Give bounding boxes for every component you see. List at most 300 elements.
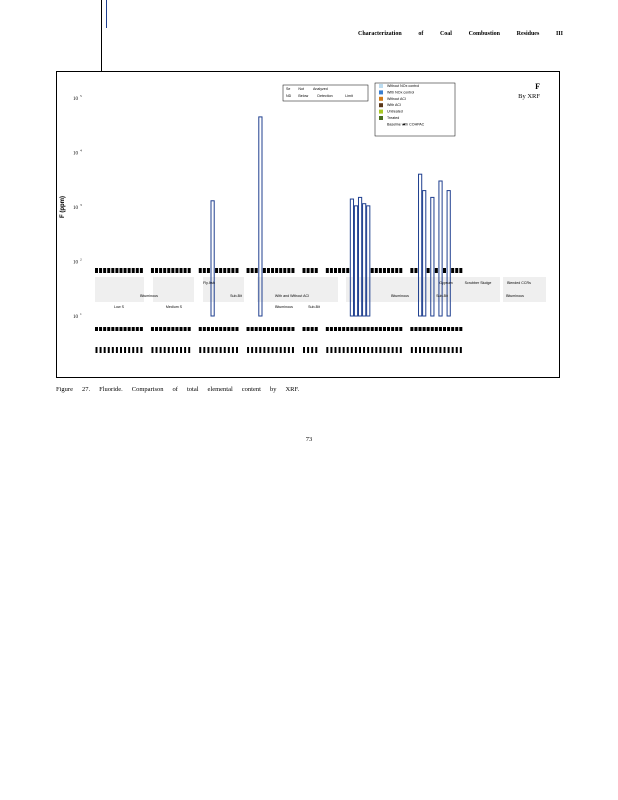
legend-left-word: Not: [298, 87, 304, 91]
sample-label: [207, 327, 210, 331]
sample-label: [326, 327, 329, 331]
sample-label: [263, 347, 265, 353]
sample-label: [136, 327, 139, 331]
nd-marker: [215, 268, 218, 273]
sample-label: [251, 327, 254, 331]
nd-marker: [267, 268, 270, 273]
sample-label: [307, 347, 309, 353]
sample-label: [184, 327, 187, 331]
nd-marker: [399, 268, 402, 273]
sample-label: [151, 347, 153, 353]
sample-label: [415, 347, 417, 353]
sample-label: [288, 347, 290, 353]
sample-label: [435, 347, 437, 353]
sample-label: [435, 327, 438, 331]
sample-label: [363, 327, 366, 331]
sample-label: [456, 347, 458, 353]
group-label: Gypsum: [439, 281, 453, 285]
sample-label: [280, 347, 282, 353]
nd-marker: [346, 268, 349, 273]
header-word: of: [418, 31, 424, 37]
sample-label: [100, 347, 102, 353]
sample-label: [395, 327, 398, 331]
sample-label: [267, 347, 269, 353]
sample-label: [375, 327, 378, 331]
nd-marker: [231, 268, 234, 273]
sample-label: [315, 347, 317, 353]
sample-label: [124, 327, 127, 331]
sample-label: [128, 347, 130, 353]
nd-marker: [279, 268, 282, 273]
sample-label: [115, 327, 118, 331]
legend-swatch: [379, 110, 383, 114]
sample-label: [439, 327, 442, 331]
sample-label: [176, 347, 178, 353]
y-tick-label: 10: [73, 315, 78, 320]
sample-label: [419, 347, 421, 353]
sample-label: [427, 327, 430, 331]
sample-label: [231, 327, 234, 331]
sample-label: [119, 327, 122, 331]
nd-marker: [111, 268, 114, 273]
sample-label: [447, 327, 450, 331]
caption-word: of: [172, 386, 178, 393]
nd-marker: [188, 268, 191, 273]
nd-marker: [251, 268, 254, 273]
chart-frame: [57, 72, 560, 378]
legend-left: [283, 85, 368, 101]
sample-label: [330, 327, 333, 331]
sample-label: [116, 347, 118, 353]
sample-label: [136, 347, 138, 353]
nd-marker: [395, 268, 398, 273]
sample-label: [271, 327, 274, 331]
sample-label: [444, 347, 446, 353]
caption-word: Fluoride.: [99, 386, 123, 393]
nd-marker: [263, 268, 266, 273]
nd-marker: [414, 268, 417, 273]
nd-marker: [342, 268, 345, 273]
sample-label: [375, 347, 377, 353]
nd-marker: [159, 268, 162, 273]
sample-label: [414, 327, 417, 331]
nd-marker: [167, 268, 170, 273]
nd-marker: [107, 268, 110, 273]
sample-label: [203, 327, 206, 331]
caption-word: Figure: [56, 386, 73, 393]
nd-marker: [387, 268, 390, 273]
sample-label: [387, 327, 390, 331]
sample-label: [423, 327, 426, 331]
nd-marker: [330, 268, 333, 273]
header-word: Coal: [439, 31, 452, 37]
header-word: III: [555, 31, 563, 37]
group-band: [257, 277, 338, 302]
sample-label: [342, 327, 345, 331]
sample-label: [311, 327, 314, 331]
sample-label: [339, 347, 341, 353]
sample-label: [124, 347, 126, 353]
sample-label: [335, 347, 337, 353]
sample-label: [448, 347, 450, 353]
nd-marker: [303, 268, 306, 273]
sample-label: [228, 347, 230, 353]
sample-label: [427, 347, 429, 353]
figure-caption: [56, 386, 308, 393]
sample-label: [216, 347, 218, 353]
sample-label: [371, 347, 373, 353]
nd-marker: [410, 268, 413, 273]
nd-marker: [315, 268, 318, 273]
nd-marker: [326, 268, 329, 273]
sample-label: [400, 347, 402, 353]
legend-left-word: Below: [298, 94, 309, 98]
nd-marker: [103, 268, 106, 273]
nd-marker: [115, 268, 118, 273]
caption-word: content: [241, 386, 261, 393]
sample-label: [334, 327, 337, 331]
nd-marker: [287, 268, 290, 273]
group-label: With and Without ACI: [274, 294, 310, 298]
nd-marker: [271, 268, 274, 273]
legend-swatch: [379, 103, 383, 107]
sample-label: [167, 327, 170, 331]
sample-label: [392, 347, 394, 353]
sample-label: [220, 347, 222, 353]
legend-left-word: Detection: [317, 94, 333, 98]
nd-marker: [275, 268, 278, 273]
header-word: Combustion: [468, 31, 500, 37]
legend-left-word: Se: [286, 87, 291, 91]
y-tick-label: 10: [73, 206, 78, 211]
sample-label: [410, 327, 413, 331]
sample-label: [99, 327, 102, 331]
nd-marker: [427, 268, 430, 273]
sample-label: [111, 327, 114, 331]
sample-label: [164, 347, 166, 353]
legend-left-word: ND: [286, 94, 292, 98]
group-label: Medium S: [165, 305, 183, 309]
nd-marker: [455, 268, 458, 273]
sample-label: [455, 327, 458, 331]
y-tick-label: 10: [73, 151, 78, 157]
sample-label: [180, 347, 182, 353]
header-word: Residues: [516, 31, 540, 37]
y-tick-exponent: 4: [80, 148, 82, 153]
sample-label: [287, 327, 290, 331]
sample-label: [255, 347, 257, 353]
sample-label: [259, 327, 262, 331]
sample-label: [411, 347, 413, 353]
caption-word: XRF.: [285, 386, 300, 393]
group-band: [153, 277, 194, 302]
sample-label: [212, 347, 214, 353]
legend-swatch: [379, 97, 383, 101]
sample-label: [140, 347, 142, 353]
y-tick-label: 10: [73, 260, 78, 266]
margin-tick: [106, 0, 107, 28]
nd-marker: [171, 268, 174, 273]
sample-label: [219, 327, 222, 331]
sample-label: [223, 327, 226, 331]
nd-marker: [175, 268, 178, 273]
sample-label: [172, 347, 174, 353]
nd-marker: [391, 268, 394, 273]
nd-marker: [119, 268, 122, 273]
sample-label: [180, 327, 183, 331]
group-label: Low S: [114, 305, 124, 309]
sample-label: [451, 327, 454, 331]
nd-marker: [255, 268, 258, 273]
sample-label: [303, 327, 306, 331]
sample-label: [235, 327, 238, 331]
sample-label: [236, 347, 238, 353]
sample-label: [188, 327, 191, 331]
nd-marker: [283, 268, 286, 273]
sample-label: [379, 327, 382, 331]
sample-label: [224, 347, 226, 353]
caption-word: Comparison: [131, 386, 164, 393]
sample-label: [452, 347, 454, 353]
sample-label: [103, 327, 106, 331]
sample-label: [351, 347, 353, 353]
sample-label: [343, 347, 345, 353]
chart-title: F: [535, 82, 540, 91]
nd-marker: [291, 268, 294, 273]
sample-label: [163, 327, 166, 331]
sample-label: [108, 347, 110, 353]
nd-marker: [443, 268, 446, 273]
sample-label: [423, 347, 425, 353]
group-label: Sub-Bit: [308, 305, 320, 309]
sample-label: [326, 347, 328, 353]
nd-marker: [203, 268, 206, 273]
sample-label: [156, 347, 158, 353]
sample-label: [275, 327, 278, 331]
sample-label: [291, 327, 294, 331]
sample-label: [350, 327, 353, 331]
sample-label: [107, 327, 110, 331]
y-tick-exponent: 1: [80, 312, 82, 316]
nd-marker: [459, 268, 462, 273]
nd-marker: [184, 268, 187, 273]
legend-label: Untreated: [387, 109, 403, 114]
sample-label: [272, 347, 274, 353]
sample-label: [391, 327, 394, 331]
sample-label: [383, 327, 386, 331]
legend-label: Treated: [387, 116, 400, 120]
sample-label: [199, 347, 201, 353]
nd-marker: [163, 268, 166, 273]
caption-word: 27.: [81, 386, 91, 393]
sample-label: [247, 327, 250, 331]
chart-subtitle: By XRF: [518, 93, 540, 100]
nd-marker: [235, 268, 238, 273]
sample-label: [347, 347, 349, 353]
sample-label: [311, 347, 313, 353]
legend-left-word: Limit: [345, 94, 353, 98]
nd-marker: [338, 268, 341, 273]
nd-marker: [375, 268, 378, 273]
legend-label: With NOx control: [387, 90, 415, 95]
sample-label: [431, 327, 434, 331]
group-label: Blended CCRs: [507, 281, 531, 285]
sample-label: [151, 327, 154, 331]
sample-label: [355, 347, 357, 353]
group-band: [95, 277, 144, 302]
nd-marker: [155, 268, 158, 273]
nd-marker: [180, 268, 183, 273]
sample-label: [346, 327, 349, 331]
sample-label: [459, 327, 462, 331]
legend-label: Without ACI: [387, 96, 406, 101]
sample-label: [367, 327, 370, 331]
sample-label: [363, 347, 365, 353]
sample-label: [184, 347, 186, 353]
sample-label: [279, 327, 282, 331]
sample-label: [188, 347, 190, 353]
nd-marker: [95, 268, 98, 273]
sample-label: [460, 347, 462, 353]
sample-label: [255, 327, 258, 331]
sample-label: [247, 347, 249, 353]
group-label: Sub-Bit: [436, 294, 448, 298]
legend-right: [375, 83, 455, 136]
nd-marker: [140, 268, 143, 273]
sample-label: [215, 327, 218, 331]
sample-label: [292, 347, 294, 353]
nd-marker: [383, 268, 386, 273]
sample-label: [354, 327, 357, 331]
nd-marker: [151, 268, 154, 273]
legend-label: With ACI: [387, 103, 401, 108]
legend-label: Baseline with COHPAC: [387, 122, 425, 127]
sample-label: [104, 347, 106, 353]
y-tick-exponent: 3: [80, 203, 82, 207]
nd-marker: [99, 268, 102, 273]
sample-label: [359, 347, 361, 353]
nd-marker: [371, 268, 374, 273]
legend-left-word: Analyzed: [313, 87, 328, 91]
sample-label: [443, 327, 446, 331]
nd-marker: [311, 268, 314, 273]
nd-marker: [128, 268, 131, 273]
nd-marker: [435, 268, 438, 273]
sample-label: [315, 327, 318, 331]
sample-label: [211, 327, 214, 331]
legend-label: Without NOx control: [387, 84, 420, 88]
sample-label: [128, 327, 131, 331]
sample-label: [168, 347, 170, 353]
sample-label: [276, 347, 278, 353]
sample-label: [283, 327, 286, 331]
legend-swatch: [379, 116, 383, 120]
sample-label: [371, 327, 374, 331]
sample-label: [140, 327, 143, 331]
nd-marker: [219, 268, 222, 273]
sample-label: [227, 327, 230, 331]
sample-label: [379, 347, 381, 353]
sample-label: [155, 327, 158, 331]
sample-label: [439, 347, 441, 353]
nd-marker: [136, 268, 139, 273]
nd-marker: [132, 268, 135, 273]
group-label: Bituminous: [275, 305, 293, 309]
sample-label: [175, 327, 178, 331]
caption-word: elemental: [207, 386, 233, 393]
group-label: Bituminous: [391, 294, 409, 298]
nd-marker: [334, 268, 337, 273]
group-label: Bituminous: [140, 294, 158, 298]
sample-label: [232, 347, 234, 353]
nd-marker: [223, 268, 226, 273]
sample-label: [383, 347, 385, 353]
sample-label: [120, 347, 122, 353]
sample-label: [338, 327, 341, 331]
page-number: 73: [305, 436, 313, 443]
sample-label: [267, 327, 270, 331]
sample-label: [203, 347, 205, 353]
nd-marker: [451, 268, 454, 273]
sample-label: [171, 327, 174, 331]
nd-marker: [124, 268, 127, 273]
y-axis-label: F (ppm): [60, 196, 66, 218]
sample-label: [132, 327, 135, 331]
y-tick-exponent: 2: [80, 257, 82, 262]
sample-label: [303, 347, 305, 353]
sample-label: [160, 347, 162, 353]
sample-label: [96, 347, 98, 353]
sample-label: [358, 327, 361, 331]
nd-marker: [307, 268, 310, 273]
running-header: [358, 31, 563, 37]
sample-label: [132, 347, 134, 353]
nd-marker: [207, 268, 210, 273]
group-label: Scrubber Sludge: [464, 281, 492, 285]
sample-label: [251, 347, 253, 353]
sample-label: [367, 347, 369, 353]
sample-label: [159, 327, 162, 331]
caption-word: total: [186, 386, 199, 393]
sample-label: [259, 347, 261, 353]
sample-label: [307, 327, 310, 331]
header-word: Characterization: [358, 31, 402, 37]
sample-label: [199, 327, 202, 331]
group-label: Sub-Bit: [230, 294, 242, 298]
nd-marker: [247, 268, 250, 273]
sample-label: [263, 327, 266, 331]
group-label: Bituminous: [506, 294, 524, 298]
y-tick-label: 10: [73, 97, 78, 102]
sample-label: [330, 347, 332, 353]
legend-swatch: [379, 90, 383, 94]
nd-marker: [227, 268, 230, 273]
sample-label: [419, 327, 422, 331]
nd-marker: [379, 268, 382, 273]
sample-label: [112, 347, 114, 353]
y-tick-exponent: 5: [80, 94, 82, 98]
sample-label: [95, 327, 98, 331]
caption-word: by: [269, 386, 277, 393]
sample-label: [207, 347, 209, 353]
sample-label: [431, 347, 433, 353]
fluoride-chart: [56, 71, 560, 378]
nd-marker: [199, 268, 202, 273]
group-label: Fly Ash: [203, 281, 215, 285]
legend-swatch: [379, 84, 383, 88]
sample-label: [399, 327, 402, 331]
sample-label: [396, 347, 398, 353]
